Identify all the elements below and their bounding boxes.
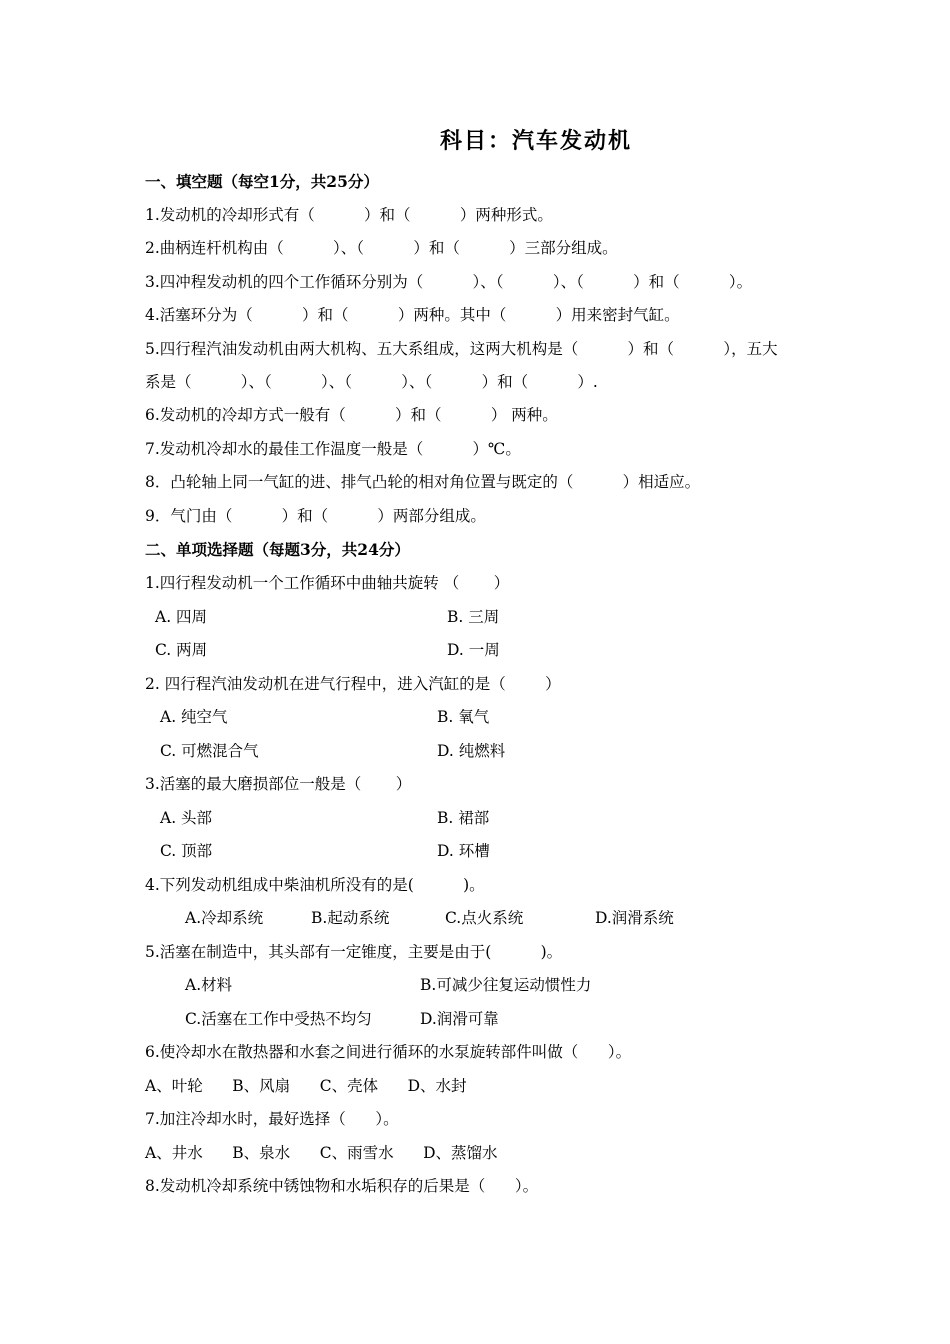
fill-question-5-line2: 系是（ ）、（ ）、（ ）、（ ）和（ ）.: [145, 373, 598, 391]
choice-2-option-c: C. 可燃混合气: [160, 742, 259, 760]
fill-question-7: 7.发动机冷却水的最佳工作温度一般是（ ）℃。: [145, 440, 521, 458]
choice-2-option-a: A. 纯空气: [160, 708, 228, 726]
choice-4-option-d: D.润滑系统: [595, 909, 674, 927]
choice-question-7: 7.加注冷却水时，最好选择（ ）。: [145, 1110, 399, 1128]
section-heading-choice: 二、单项选择题（每题3分，共24分）: [145, 540, 410, 559]
choice-question-2: 2. 四行程汽油发动机在进气行程中，进入汽缸的是（ ）: [145, 675, 561, 693]
choice-3-option-a: A. 头部: [160, 809, 213, 827]
choice-question-4: 4.下列发动机组成中柴油机所没有的是( )。: [145, 876, 485, 894]
choice-question-1: 1.四行程发动机一个工作循环中曲轴共旋转 （ ）: [145, 574, 510, 592]
fill-question-2: 2.曲柄连杆机构由（ ）、（ ）和（ ）三部分组成。: [145, 239, 618, 257]
choice-6-options: A、叶轮 B、风扇 C、壳体 D、水封: [145, 1077, 467, 1095]
choice-1-option-a: A. 四周: [155, 608, 208, 626]
choice-5-option-a: A.材料: [185, 976, 233, 994]
choice-1-option-c: C. 两周: [155, 641, 208, 659]
choice-question-6: 6.使冷却水在散热器和水套之间进行循环的水泵旋转部件叫做（ ）。: [145, 1043, 632, 1061]
choice-4-option-a: A.冷却系统: [185, 909, 264, 927]
choice-3-option-d: D. 环槽: [437, 842, 490, 860]
choice-question-3: 3.活塞的最大磨损部位一般是（ ）: [145, 775, 412, 793]
choice-7-options: A、井水 B、泉水 C、雨雪水 D、蒸馏水: [145, 1144, 498, 1162]
fill-question-5-line1: 5.四行程汽油发动机由两大机构、五大系组成，这两大机构是（ ）和（ ），五大: [145, 340, 778, 358]
choice-4-option-c: C.点火系统: [445, 909, 524, 927]
choice-1-option-b: B. 三周: [447, 608, 500, 626]
fill-question-4: 4.活塞环分为（ ）和（ ）两种。其中（ ）用来密封气缸。: [145, 306, 680, 324]
fill-question-3: 3.四冲程发动机的四个工作循环分别为（ ）、（ ）、（ ）和（ ）。: [145, 273, 753, 291]
choice-2-option-d: D. 纯燃料: [437, 742, 506, 760]
fill-question-1: 1.发动机的冷却形式有（ ）和（ ）两种形式。: [145, 206, 553, 224]
choice-question-5: 5.活塞在制造中，其头部有一定锥度，主要是由于( )。: [145, 943, 563, 961]
section-heading-fill-in: 一、填空题（每空1分，共25分）: [145, 172, 379, 191]
choice-3-option-b: B. 裙部: [437, 809, 490, 827]
choice-4-option-b: B.起动系统: [311, 909, 390, 927]
fill-question-6: 6.发动机的冷却方式一般有（ ）和（ ） 两种。: [145, 406, 558, 424]
choice-5-option-b: B.可减少往复运动惯性力: [420, 976, 592, 994]
choice-1-option-d: D. 一周: [447, 641, 500, 659]
choice-5-option-c: C.活塞在工作中受热不均匀: [185, 1010, 372, 1028]
choice-5-option-d: D.润滑可靠: [420, 1010, 499, 1028]
fill-question-8: 8．凸轮轴上同一气缸的进、排气凸轮的相对角位置与既定的（ ）相适应。: [145, 473, 701, 491]
choice-question-8: 8.发动机冷却系统中锈蚀物和水垢积存的后果是（ ）。: [145, 1177, 539, 1195]
page-title: 科目：汽车发动机: [440, 128, 633, 154]
fill-question-9: 9．气门由（ ）和（ ）两部分组成。: [145, 507, 486, 525]
choice-3-option-c: C. 顶部: [160, 842, 213, 860]
choice-2-option-b: B. 氧气: [437, 708, 490, 726]
